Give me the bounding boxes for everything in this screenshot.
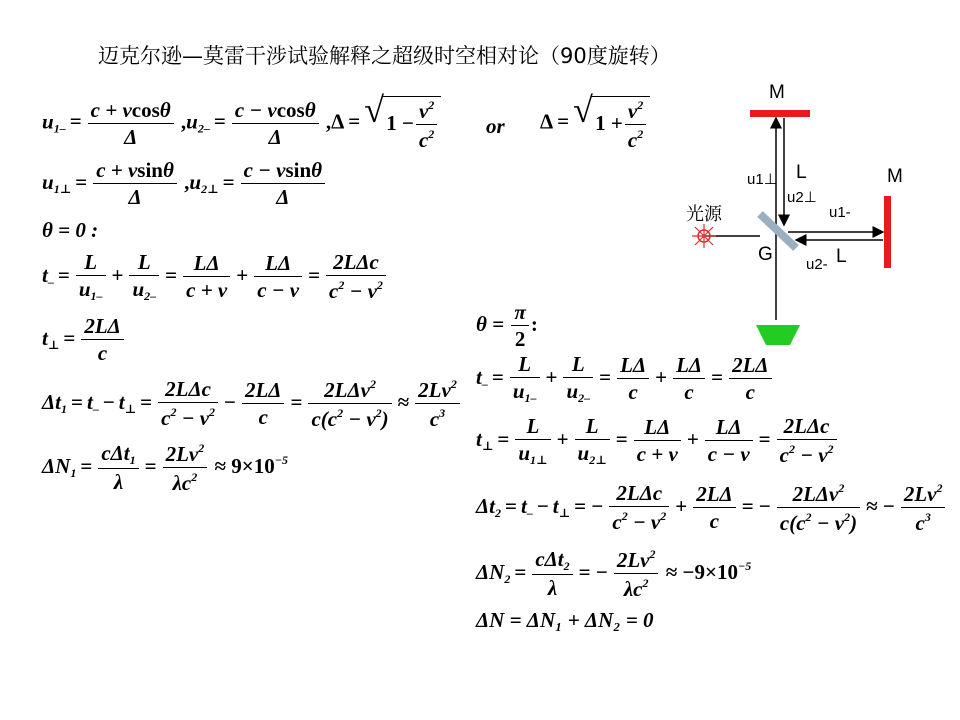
label-splitter: G: [758, 244, 773, 265]
eq-t-parallel-90: $t_-$ = $\frac{L}{u_{1-}}$ + $\frac{L}{u_{2-}}$ = $\frac{L\Delta}{c}$ + $\frac{L\Delta}{c}$ = $\frac{2L\Delta}{c}$: [476, 354, 774, 404]
eq-delta-alt: Δ = √ 1 + $\frac{v^2}{c^2}$: [540, 96, 650, 151]
mirror-top: [750, 110, 810, 117]
colon: :: [530, 311, 538, 336]
approx-positive: ≈ 9×10: [214, 453, 275, 478]
label-mirror-right: M: [887, 166, 903, 187]
eq-delta-n1: $\Delta N_1$ = cΔt$_1$ λ = $\frac{2Lv^2}{\lambda c^2}$ ≈ $9\times 10^{-5}$: [42, 441, 289, 495]
label-u1-perp: u1⊥: [747, 171, 777, 188]
detector: [756, 325, 800, 345]
two-denominator: 2: [514, 327, 526, 351]
eq-delta-t1: $\Delta t_1 = t_- - t_\perp$ = 2LΔc $c^2 - v^2$ − $\frac{2L\Delta}{c}$ = 2LΔv$^2$ $c(c^2 - v^2)$ ≈ $\frac{2Lv^2}{c^3}$: [42, 378, 462, 430]
page-title: 迈克尔逊—莫雷干涉试验解释之超级时空相对论（90度旋转）: [98, 44, 671, 68]
label-arm-horizontal: L: [836, 246, 847, 267]
eq-t-parallel-0: $t_-$ = $\frac{L}{u_{1-}}$ + $\frac{L}{u_{2-}}$ = $\frac{L\Delta}{c + v}$ + $\frac{L\Delta}{c - v}$ = 2LΔc $c^2 - v^2$: [42, 252, 388, 302]
exponent-positive: −5: [274, 452, 289, 467]
eq-u1-parallel: $u_{1-}$ = $\frac{c + vcos\theta}{\Delta}$ $,u_{2-}$ = $\frac{c - vcos\theta}{\Delta}$ ,Δ = √ 1 − $\frac{v^2}{c^2}$: [42, 96, 441, 151]
pi-symbol: π: [511, 302, 528, 326]
splitter-g: [760, 214, 796, 248]
exponent-negative: −5: [737, 558, 752, 573]
eq-delta-n2: $\Delta N_2$ = cΔt$_2$ λ = − $\frac{2Lv^2}{\lambda c^2}$ ≈ $-9\times 10^{-5}$: [476, 547, 752, 601]
eq-theta-zero: θ = 0 :: [42, 218, 99, 242]
eq-t-perp-0: $t_\perp$ = $\frac{2L\Delta}{c}$: [42, 316, 126, 364]
eq-u-perp: $u_{1\perp}$ = $\frac{c + vsin\theta}{\Delta}$ $,u_{2\perp}$ = $\frac{c - vsin\theta}{\Delta}$: [42, 160, 327, 208]
eq-delta-t2: $\Delta t_2 = t_- - t_\perp$ = − 2LΔc $c^2 - v^2$ + $\frac{2L\Delta}{c}$ = − 2LΔv$^2$ $c(c^2 - v^2)$ ≈ − $\frac{2Lv^2}{c^3}$: [476, 482, 947, 534]
label-light-source: 光源: [686, 204, 722, 225]
label-u2-perp: u2⊥: [787, 189, 817, 206]
light-source-icon: [692, 224, 716, 248]
eq-or-label: or: [486, 114, 505, 138]
label-u1-par: u1-: [829, 204, 851, 221]
label-u2-par: u2-: [806, 256, 828, 273]
approx-negative: ≈ −9×10: [665, 559, 738, 584]
eq-delta-n-total: ΔN = ΔN₁ + ΔN₂ = 0: [476, 608, 654, 632]
theta-label: θ =: [476, 311, 505, 336]
eq-t-perp-90: $t_\perp$ = $\frac{L}{u_{1\perp}}$ + $\frac{L}{u_{2\perp}}$ = $\frac{L\Delta}{c + v}$ + $\frac{L\Delta}{c - v}$ = 2LΔc $c^2 - v^2$: [476, 416, 839, 466]
label-mirror-top: M: [769, 82, 785, 103]
mirror-right: [884, 196, 891, 268]
label-arm-vertical: L: [796, 162, 807, 183]
